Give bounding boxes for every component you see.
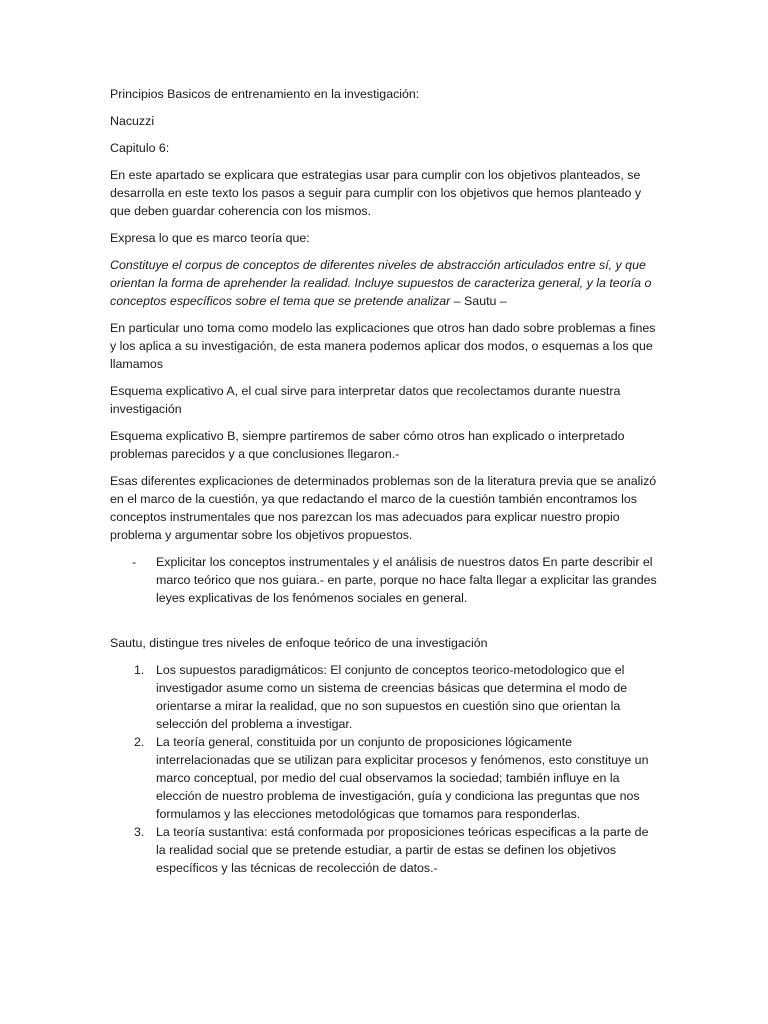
list-item bbox=[110, 733, 660, 823]
bullet-marker: - bbox=[132, 555, 137, 569]
definition-quote bbox=[110, 256, 660, 310]
levels-list bbox=[110, 661, 660, 877]
quote-text: Constituye el corpus de conceptos de diferentes niveles de abstracción articulados entre sí, y que orientan la forma de aprehender la realidad. Incluye supuestos de caracteriza general, y la teoría o conceptos específicos sobre el tema que se pretende analizar bbox=[110, 258, 652, 308]
list-item bbox=[110, 553, 660, 607]
particular-paragraph: En particular uno toma como modelo las explicaciones que otros han dado sobre problemas a fines y los aplica a su investigación, de esta manera podemos aplicar dos modos, o esquemas a los que llamamos bbox=[110, 321, 656, 371]
level-text: La teoría general, constituida por un conjunto de proposiciones lógicamente interrelacionadas que se utilizan para explicitar procesos y fenómenos, esto constituye un marco conceptual, por medio del cual observamos la sociedad; también influye en la elección de nuestro problema de investigación, guía y condiciona las preguntas que nos formulamos y las elecciones metodológicas que tomamos para responderlas. bbox=[156, 735, 649, 821]
intro-paragraph: En este apartado se explicara que estrategias usar para cumplir con los objetivos planteados, se desarrolla en este texto los pasos a seguir para cumplir con los objetivos que hemos planteado y que deben guardar coherencia con los mismos. bbox=[110, 168, 642, 218]
bullet-text: Explicitar los conceptos instrumentales y el análisis de nuestros datos En parte describir el marco teórico que nos guiara.- en parte, porque no hace falta llegar a explicitar las grandes leyes explicativas de los fenómenos sociales en general. bbox=[156, 555, 657, 605]
list-item bbox=[110, 823, 660, 877]
document-body bbox=[110, 85, 660, 877]
level-text: La teoría sustantiva: está conformada por proposiciones teóricas especificas a la parte de la realidad social que se pretende estudiar, a partir de estas se definen los objetivos específicos y las técnicas de recolección de datos.- bbox=[156, 825, 649, 875]
document-title: Principios Basicos de entrenamiento en la investigación: bbox=[110, 87, 420, 101]
chapter-heading: Capitulo 6: bbox=[110, 141, 170, 155]
marco-heading: Expresa lo que es marco teoría que: bbox=[110, 231, 310, 245]
sautu-heading: Sautu, distingue tres niveles de enfoque teórico de una investigación bbox=[110, 636, 488, 650]
level-text: Los supuestos paradigmáticos: El conjunto de conceptos teorico-metodologico que el investigador asume como un sistema de creencias básicas que determina el modo de orientarse a mirar la realidad, que no son supuestos en cuestión sino que orientan la selección del problema a investigar. bbox=[156, 663, 628, 731]
esquema-a-paragraph: Esquema explicativo A, el cual sirve para interpretar datos que recolectamos durante nuestra investigación bbox=[110, 384, 621, 416]
list-number: 1. bbox=[134, 663, 145, 677]
list-number: 3. bbox=[134, 825, 145, 839]
list-item bbox=[110, 661, 660, 733]
esquema-b-paragraph: Esquema explicativo B, siempre partiremos de saber cómo otros han explicado o interpretado problemas parecidos y a que conclusiones llegaron.- bbox=[110, 429, 625, 461]
spacer bbox=[110, 616, 660, 634]
bullet-list bbox=[110, 553, 660, 607]
author-name: Nacuzzi bbox=[110, 114, 155, 128]
explicaciones-paragraph: Esas diferentes explicaciones de determinados problemas son de la literatura previa que se analizó en el marco de la cuestión, ya que redactando el marco de la cuestión también encontramos los conceptos instrumentales que nos parezcan los mas adecuados para explicar nuestro propio problema y argumentar sobre los objetivos propuestos. bbox=[110, 474, 657, 542]
quote-source: – Sautu – bbox=[450, 294, 507, 308]
list-number: 2. bbox=[134, 735, 145, 749]
